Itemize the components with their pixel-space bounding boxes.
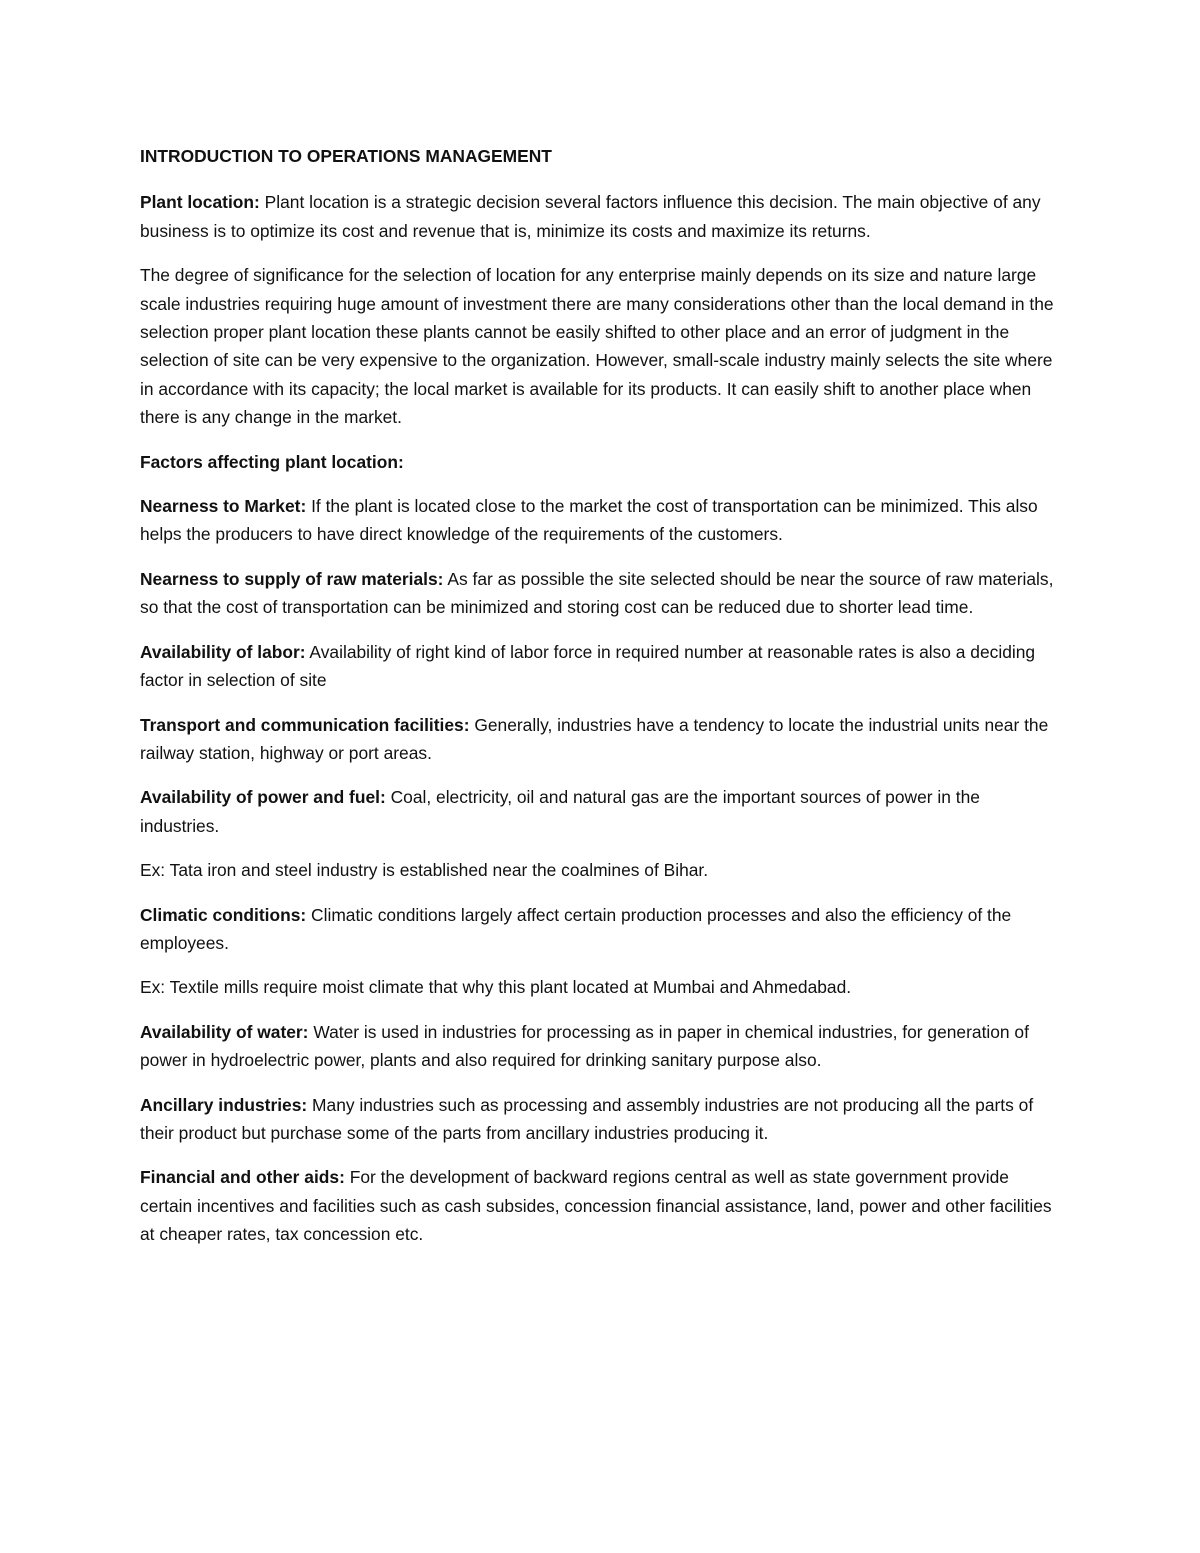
paragraph-text: Coal, electricity, oil and natural gas are the important sources of power in the industries. <box>140 787 980 836</box>
paragraph-text: If the plant is located close to the market the cost of transportation can be minimized. This also helps the producers to have direct knowledge of the requirements of the customers. <box>140 496 1038 545</box>
paragraph-label: Availability of labor: <box>140 641 306 662</box>
paragraph-text: For the development of backward regions central as well as state government provide certain incentives and facilities such as cash subsides, concession financial assistance, land, power and other facilities at cheaper rates, tax concession etc. <box>140 1167 1052 1245</box>
paragraph-financial-aids <box>140 1163 1060 1248</box>
paragraph-degree-of-significance <box>140 261 1060 431</box>
paragraph-text: Many industries such as processing and assembly industries are not producing all the parts of their product but purchase some of the parts from ancillary industries producing it. <box>140 1094 1034 1143</box>
paragraph-label: Nearness to Market: <box>140 496 307 517</box>
document-page <box>140 142 1060 1265</box>
document-title: INTRODUCTION TO OPERATIONS MANAGEMENT <box>140 146 552 166</box>
paragraph-label: Climatic conditions: <box>140 904 307 925</box>
paragraph-label: Plant location: <box>140 192 260 213</box>
paragraph-label: Transport and communication facilities: <box>140 714 470 735</box>
paragraph-nearness-to-market <box>140 492 1060 549</box>
paragraph-climatic <box>140 901 1060 958</box>
paragraph-text: Ex: Textile mills require moist climate that why this plant located at Mumbai and Ahmedabad. <box>140 977 852 998</box>
paragraph-example-textile <box>140 973 1060 1001</box>
paragraph-label: Factors affecting plant location: <box>140 451 404 472</box>
paragraph-text: As far as possible the site selected should be near the source of raw materials, so that the cost of transportation can be minimized and storing cost can be reduced due to shorter lead time. <box>140 568 1054 618</box>
paragraph-label: Availability of water: <box>140 1021 309 1042</box>
paragraph-label: Availability of power and fuel: <box>140 787 386 808</box>
paragraph-text: Ex: Tata iron and steel industry is established near the coalmines of Bihar. <box>140 860 709 881</box>
paragraph-text: Generally, industries have a tendency to locate the industrial units near the railway station, highway or port areas. <box>140 714 1049 763</box>
section-heading-factors <box>140 448 1060 476</box>
paragraph-text: Climatic conditions largely affect certain production processes and also the efficiency of the employees. <box>140 904 1012 953</box>
paragraph-water <box>140 1018 1060 1075</box>
paragraph-label: Nearness to supply of raw materials: <box>140 568 444 589</box>
paragraph-label: Ancillary industries: <box>140 1094 308 1115</box>
paragraph-text: The degree of significance for the selection of location for any enterprise mainly depends on its size and nature large scale industries requiring huge amount of investment there are many considerations other than the local demand in the selection proper plant location these plants cannot be easily shifted to other place and an error of judgment in the selection of site can be very expensive to the organization. However, small-scale industry mainly selects the site where in accordance with its capacity; the local market is available for its products. It can easily shift to another place when there is any change in the market. <box>140 265 1054 428</box>
paragraph-raw-materials <box>140 565 1060 622</box>
paragraph-transport <box>140 711 1060 768</box>
paragraph-text: Plant location is a strategic decision several factors influence this decision. The main objective of any business is to optimize its cost and revenue that is, minimize its costs and maximize its returns. <box>140 192 1041 241</box>
paragraph-text: Water is used in industries for processing as in paper in chemical industries, for generation of power in hydroelectric power, plants and also required for drinking sanitary purpose also. <box>140 1021 1029 1071</box>
paragraph-plant-location <box>140 188 1060 245</box>
paragraph-example-tata <box>140 856 1060 884</box>
paragraph-ancillary <box>140 1091 1060 1148</box>
paragraph-power-fuel <box>140 783 1060 840</box>
paragraph-label: Financial and other aids: <box>140 1167 345 1188</box>
paragraph-text: Availability of right kind of labor force in required number at reasonable rates is also a deciding factor in selection of site <box>140 641 1036 691</box>
paragraph-labor <box>140 638 1060 695</box>
